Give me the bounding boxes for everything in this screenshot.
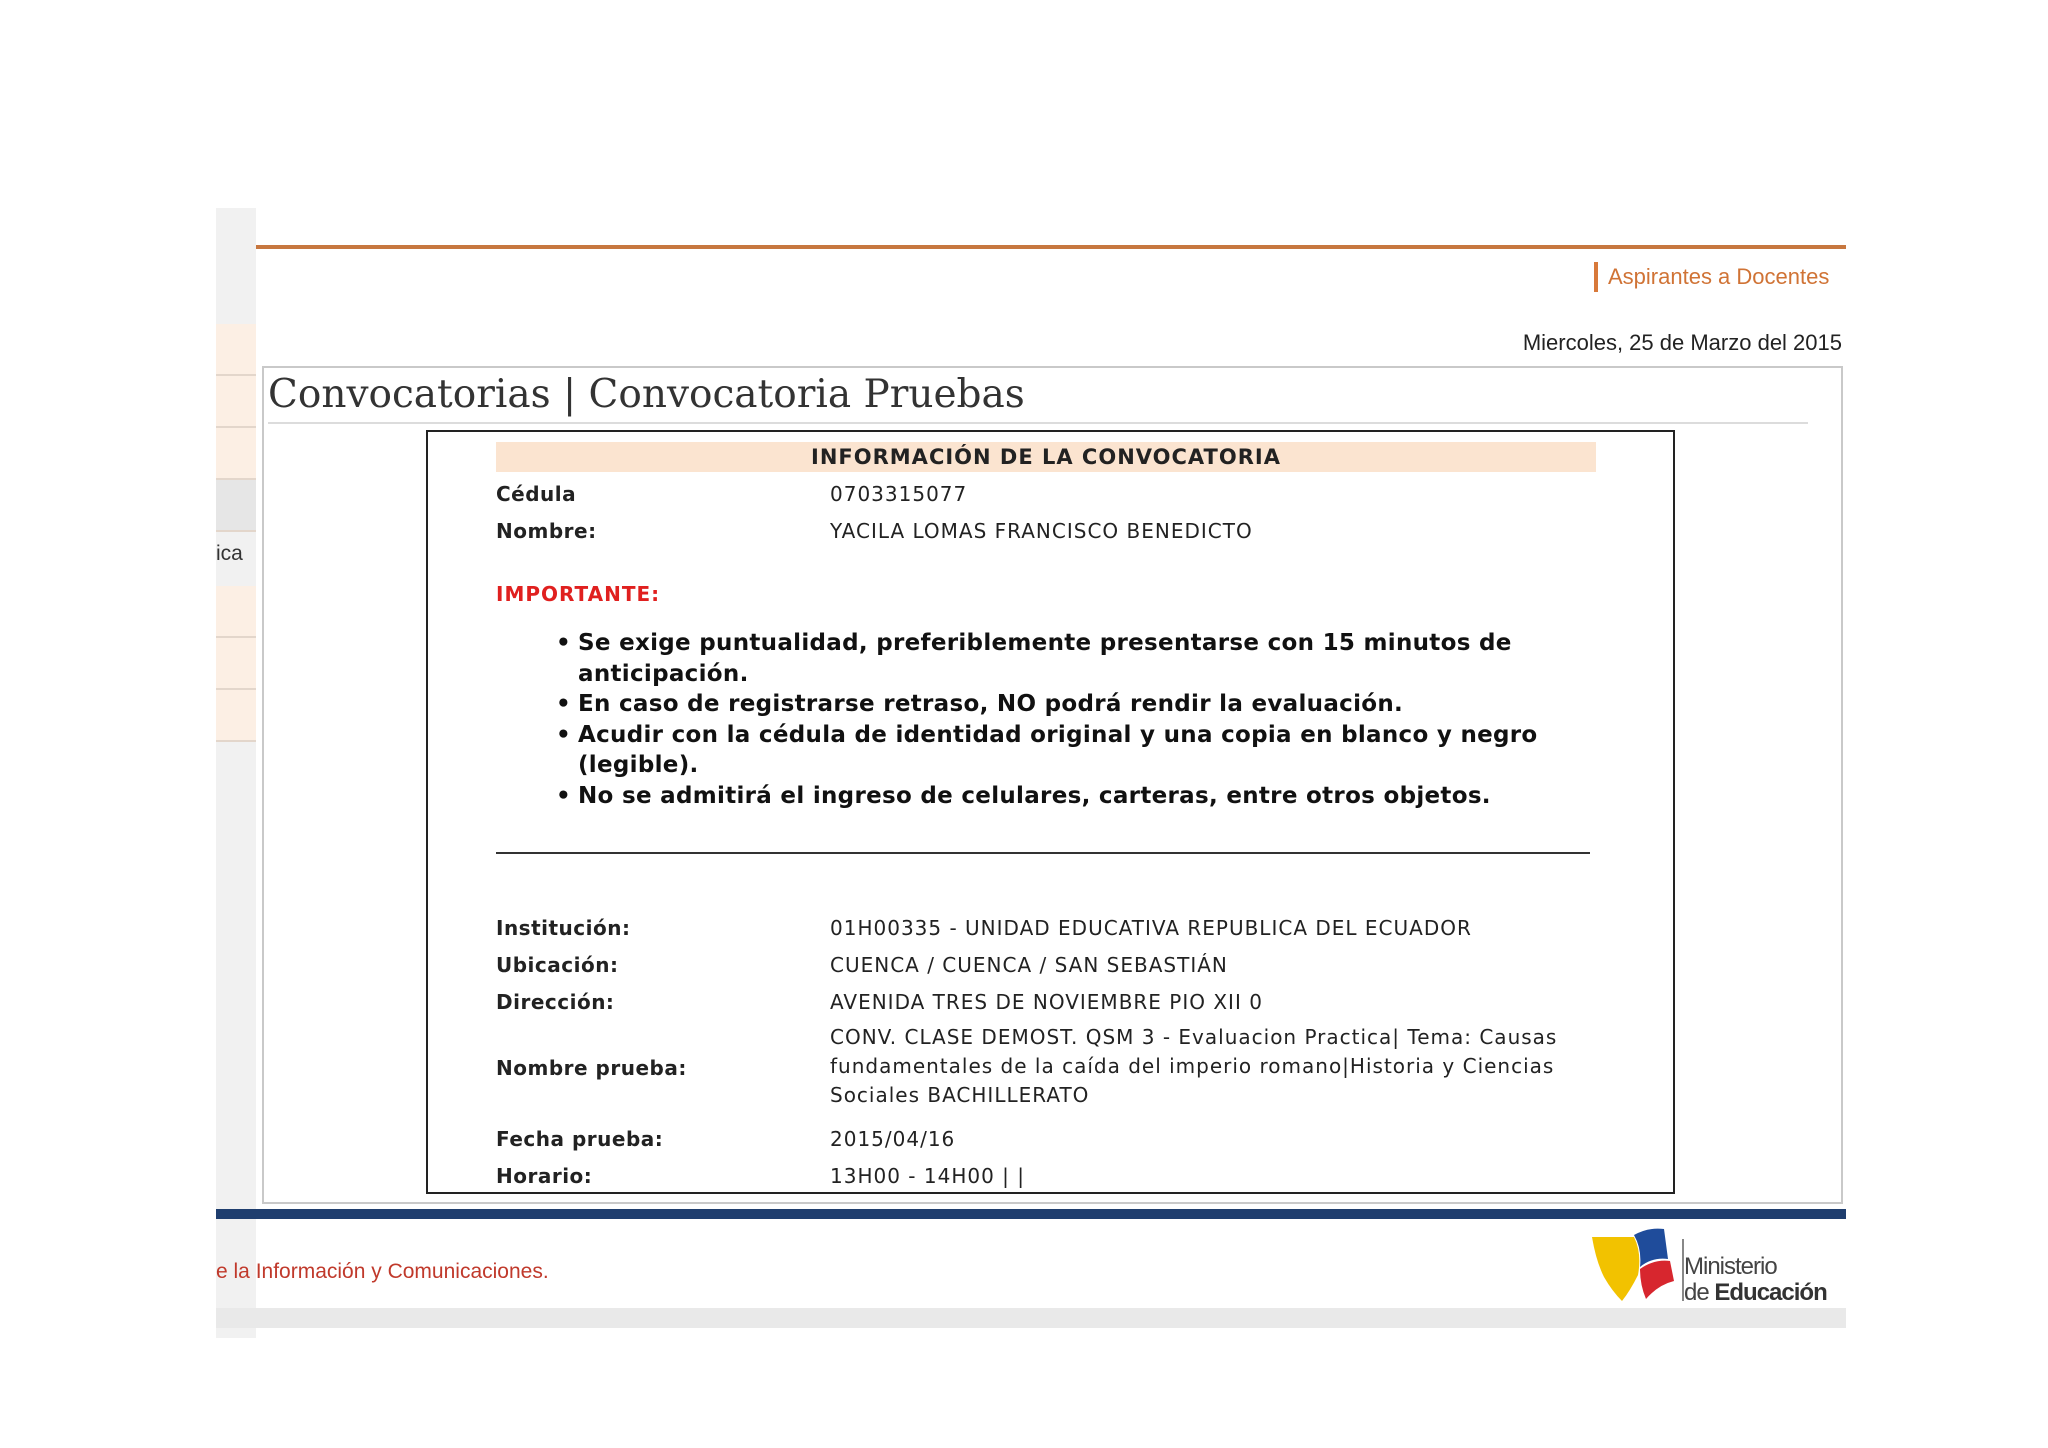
institucion-label: Institución: — [496, 916, 631, 940]
title-divider — [268, 422, 1808, 424]
footer-bar — [216, 1209, 1846, 1219]
direccion-value: AVENIDA TRES DE NOVIEMBRE PIO XII 0 — [830, 990, 1263, 1014]
logo-text-line1: Ministerio — [1684, 1253, 1777, 1280]
institucion-value: 01H00335 - UNIDAD EDUCATIVA REPUBLICA DEL ECUADOR — [830, 916, 1472, 940]
logo-text-line2 — [1684, 1279, 1827, 1307]
header-divider — [256, 245, 1846, 249]
page-title: Convocatorias | Convocatoria Pruebas — [268, 372, 1025, 417]
sidebar-item-label[interactable]: ica — [216, 542, 243, 565]
fecha-value: 2015/04/16 — [830, 1127, 956, 1151]
nombre-label: Nombre: — [496, 519, 597, 543]
cedula-label: Cédula — [496, 482, 577, 506]
section-title: INFORMACIÓN DE LA CONVOCATORIA — [496, 442, 1596, 472]
sidebar-item[interactable] — [216, 586, 256, 638]
list-item: • En caso de registrarse retraso, NO podrá rendir la evaluación. — [578, 689, 1638, 720]
sidebar-item[interactable] — [216, 324, 256, 376]
logo-text-bold: Educación — [1714, 1279, 1827, 1306]
footer-text: e la Información y Comunicaciones. — [216, 1260, 549, 1283]
list-item: • Se exige puntualidad, preferiblemente presentarse con 15 minutos de anticipación. — [578, 628, 1638, 689]
important-label: IMPORTANTE: — [496, 582, 661, 606]
horario-label: Horario: — [496, 1164, 593, 1188]
prueba-label: Nombre prueba: — [496, 1056, 687, 1080]
cedula-value: 0703315077 — [830, 482, 968, 506]
direccion-label: Dirección: — [496, 990, 615, 1014]
sidebar-item[interactable] — [216, 690, 256, 742]
important-notes-list — [536, 628, 1638, 811]
horario-value: 13H00 - 14H00 | | — [830, 1164, 1025, 1188]
nombre-value: YACILA LOMAS FRANCISCO BENEDICTO — [830, 519, 1253, 543]
fecha-label: Fecha prueba: — [496, 1127, 664, 1151]
sidebar-item[interactable] — [216, 428, 256, 480]
logo-text-prefix: de — [1684, 1279, 1709, 1306]
ubicacion-label: Ubicación: — [496, 953, 619, 977]
section-divider — [496, 852, 1590, 854]
sidebar-item[interactable] — [216, 376, 256, 428]
ubicacion-value: CUENCA / CUENCA / SAN SEBASTIÁN — [830, 953, 1228, 977]
nav-link-aspirantes[interactable]: Aspirantes a Docentes — [1594, 262, 1829, 292]
sidebar-item[interactable] — [216, 638, 256, 690]
list-item: • No se admitirá el ingreso de celulares, carteras, entre otros objetos. — [578, 781, 1638, 812]
prueba-value: CONV. CLASE DEMOST. QSM 3 - Evaluacion Practica| Tema: Causas fundamentales de la caída del imperio romano|Historia y Ciencias Sociales BACHILLERATO — [830, 1025, 1558, 1107]
bottom-strip — [216, 1308, 1846, 1328]
list-item: • Acudir con la cédula de identidad original y una copia en blanco y negro (legible). — [578, 720, 1638, 781]
current-date: Miercoles, 25 de Marzo del 2015 — [1522, 330, 1842, 355]
sidebar-item-active[interactable] — [216, 480, 256, 532]
